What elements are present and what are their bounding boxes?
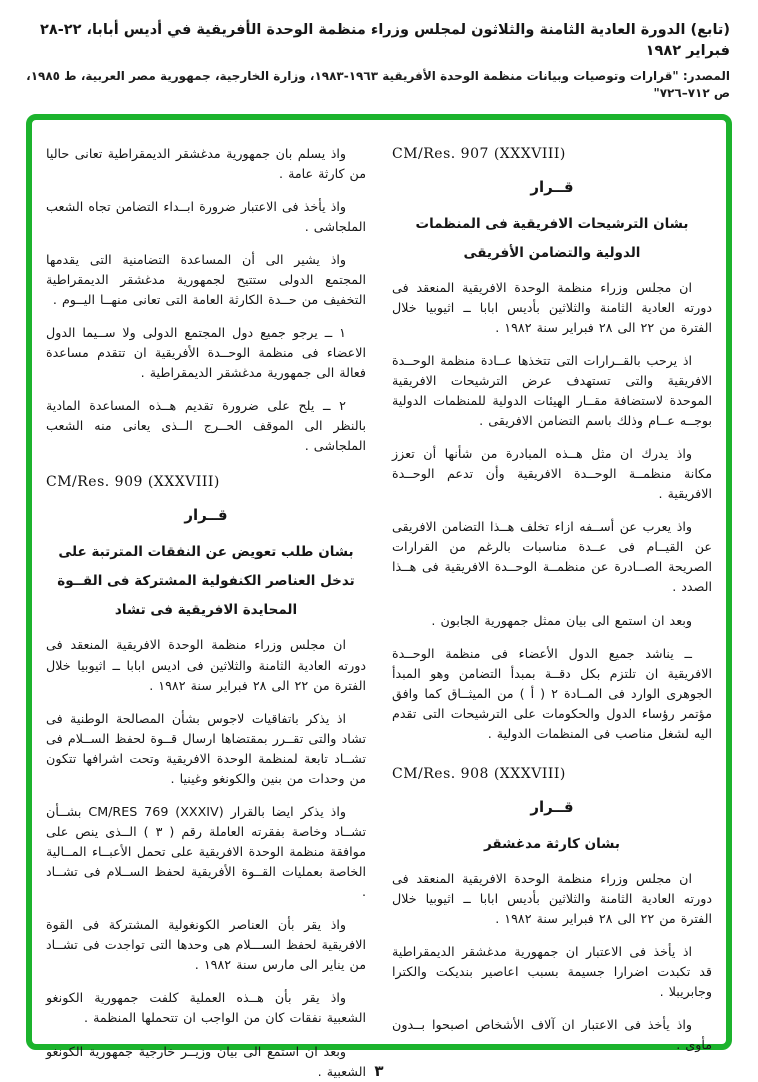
- paragraph: اذ يذكر باتفاقيات لاجوس بشأن المصالحة الوطنية فى تشاد والتى تقــرر بمقتضاها ارسال قــوة لحفظ الســلام فى تشــاد تابعة لمنظمة الوحدة الافريقية وتحت اشرافها تتكون من وحدات من بنين والكونغو وغينيا .: [46, 710, 366, 786]
- resolution-id-907: CM/Res. 907 (XXXVIII): [392, 145, 566, 162]
- resolution-908-heading: قــرار: [530, 797, 574, 816]
- paragraph: واذ يأخذ فى الاعتبار ضرورة ابــداء التضامن تجاه الشعب الملجاشى .: [46, 198, 366, 234]
- paragraph: واذ يشير الى أن المساعدة التضامنية التى يقدمها المجتمع الدولى ستتيح لجمهورية مدغشقر الديمقراطية التخفيف من حــدة الكارثة العامة التى تعانى منهــا اليــوم .: [46, 251, 366, 307]
- page-number: ٣: [374, 1061, 384, 1080]
- resolution-909-title: [46, 538, 366, 625]
- paragraph: وبعد ان استمع الى بيان ممثل جمهورية الجابون .: [431, 612, 692, 628]
- paragraph: واذ يقر بأن العناصر الكونغولية المشتركة فى القوة الافريقية لحفظ الســـلام هى وحدها التى تواجدت فى تشــاد من يناير الى مارس سنة ١٩٨٢ .: [46, 917, 366, 973]
- resolution-907-title-line1: بشان الترشيحات الافريقية فى المنظمات: [415, 215, 689, 232]
- paragraph: واذ يسلم بان جمهورية مدغشقر الديمقراطية تعانى حاليا من كارثة عامة .: [46, 145, 366, 181]
- paragraph: واذ يأخذ فى الاعتبار ان آلاف الأشخاص اصبحوا بــدون مأوى .: [392, 1017, 712, 1053]
- resolution-907-title: [392, 210, 712, 268]
- right-column: [392, 136, 712, 1053]
- page-header: [0, 0, 758, 102]
- source-citation: المصدر: "قرارات وتوصيات وبيانات منظمة الوحدة الأفريقية ١٩٦٣-١٩٨٣، وزارة الخارجية، جمهورية مصر العربية، ط ١٩٨٥، ص ٧١٢–٧٢٦": [26, 69, 730, 100]
- paragraph: ــ يناشد جميع الدول الأعضاء فى منظمة الوحــدة الافريقية ان تلتزم بكل دقــة بمبدأ التضامن وهو المبدأ الجوهرى الوارد فى المــادة ٢ ( أ ) من الميثــاق كما وافق مؤتمر رؤساء الدول والحكومات على الترشيحات التى تقدم اليه لشغل مناصب فى المنظمات الدولية .: [392, 645, 712, 741]
- green-border-frame: [26, 114, 732, 1079]
- paragraph: اذ يرحب بالقــرارات التى تتخذها عــادة منظمة الوحــدة الافريقية والتى تستهدف عرض الترشيحات الافريقية الموحدة لاستضافة مقــار الهيئات الدولية للمنظمات الدولية بوجــه عــام وذلك باسم التضامن الافريقى .: [392, 352, 712, 429]
- resolution-908-title: بشان كارثة مدغشقر: [484, 835, 620, 852]
- paragraph: ١ ــ يرجو جميع دول المجتمع الدولى ولا ســيما الدول الاعضاء فى منظمة الوحــدة الأفريقية ان تتقدم مساعدة فعالة الى جمهورية مدغشقر الديمقراطية .: [46, 325, 366, 381]
- paragraph: واذ يعرب عن أســفه ازاء تخلف هــذا التضامن الافريقى عن القيــام فى عــدة مناسبات بالرغم من القرارات الصريحة الصــادرة عن منظمــة الوحــدة الافريقية فى هــذا الصدد .: [392, 519, 712, 595]
- resolution-909-heading: قــرار: [184, 506, 228, 525]
- paragraph: وبعد ان استمع الى بيان وزيــر خارجية جمهورية الكونغو الشعبية .: [46, 1043, 366, 1079]
- paragraph: واذ يدرك ان مثل هــذه المبادرة من شأنها أن تعزز مكانة منظمــة الوحــدة الافريقية وأن تدعم الوحــدة الافريقية .: [392, 446, 712, 502]
- paragraph: ٢ ــ يلح على ضرورة تقديم هــذه المساعدة المادية بالنظر الى الموقف الحــرج الــذى يعانى منه الشعب الملجاشى .: [46, 398, 366, 454]
- paragraph: ان مجلس وزراء منظمة الوحدة الافريقية المنعقد فى دورته العادية الثامنة والثلاثين بأديس ابابا ــ اثيوبيا خلال الفترة من ٢٢ الى ٢٨ فبراير سنة ١٩٨٢ .: [392, 870, 712, 927]
- session-title: (تابع) الدورة العادية الثامنة والثلاثون لمجلس وزراء منظمة الوحدة الأفريقية في أديس أبابا، ٢٢-٢٨ فبراير ١٩٨٢: [39, 22, 730, 60]
- resolution-909-title-line2: تدخل العناصر الكنفولية المشتركة فى القــوة: [57, 573, 355, 590]
- resolution-909-title-line1: بشان طلب تعويض عن النفقات المترتبة على: [58, 544, 354, 561]
- paragraph: اذ يأخذ فى الاعتبار ان جمهورية مدغشقر الديمقراطية قد تكبدت اضرارا جسيمة بسبب اعاصير بنديكت والكترا وجابريبلا .: [392, 944, 712, 1000]
- two-column-layout: [46, 136, 712, 1079]
- paragraph: ان مجلس وزراء منظمة الوحدة الافريقية المنعقد فى دورته العادية الثامنة والثلاثين بأديس ابابا ــ اثيوبيا خلال الفترة من ٢٢ الى ٢٨ فبراير سنة ١٩٨٢ .: [392, 279, 712, 335]
- left-column: [46, 136, 367, 1079]
- resolution-907-title-line2: الدولية والتضامن الأفريقى: [463, 244, 641, 261]
- paragraph: واذ يقر بأن هــذه العملية كلفت جمهورية الكونغو الشعبية نفقات كان من الواجب ان تتحملها المنظمة .: [46, 990, 366, 1026]
- resolution-907-heading: قــرار: [530, 177, 574, 196]
- resolution-id-908: CM/Res. 908 (XXXVIII): [392, 765, 566, 782]
- resolution-id-909: CM/Res. 909 (XXXVIII): [46, 474, 220, 491]
- paragraph: واذ يذكر ايضا بالقرار CM/RES 769 (XXXIV) بشــأن تشــاد وخاصة بفقرته العاملة رقم ( ٣ ) الــذى ينص على موافقة منظمة الوحدة الافريقية على تحمل الأعبــاء المــالية الخاصة بعمليات القــوة الأفريقية لحفظ الســلام فى تشــاد .: [46, 803, 367, 900]
- paragraph: ان مجلس وزراء منظمة الوحدة الافريقية المنعقد فى دورته العادية الثامنة والثلاثين فى اديس ابابا ــ اثيوبيا خلال الفترة من ٢٢ الى ٢٨ فبراير سنة ١٩٨٢ .: [46, 637, 366, 693]
- resolution-909-title-line3: المحايدة الافريقية فى تشاد: [114, 602, 298, 619]
